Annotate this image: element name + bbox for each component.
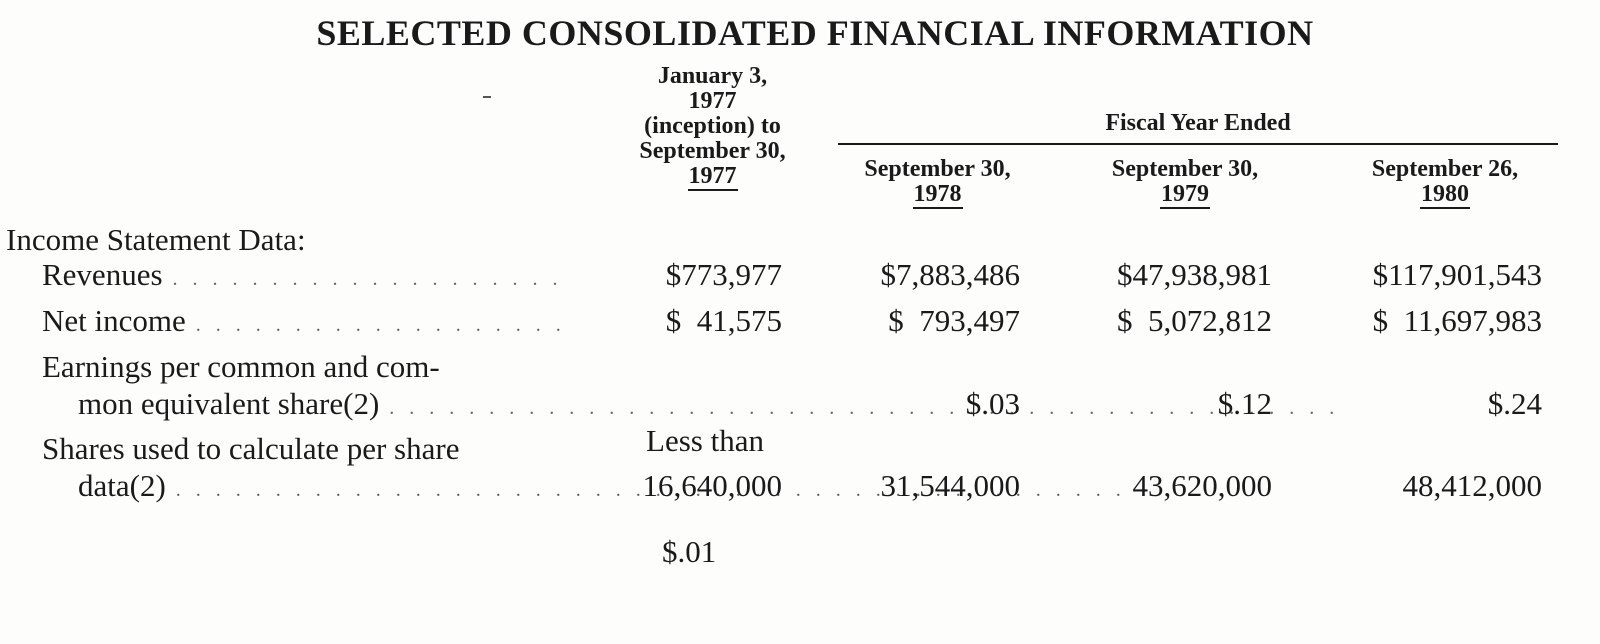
column-header-1980: [1340, 157, 1550, 209]
value-cell: $.24: [1487, 386, 1542, 421]
column-header-line: January 3,: [657, 63, 768, 89]
column-header-1979: [1080, 157, 1290, 209]
value-cell: $ 41,575: [665, 303, 782, 338]
row-label: Revenues . . .: [42, 256, 572, 298]
column-header-line: September 30,: [639, 138, 786, 164]
column-header-1977: [600, 64, 825, 191]
column-header-line: September 26,: [1371, 156, 1519, 182]
column-header-1978: [830, 157, 1045, 209]
row-label: Earnings per common and com- mon equivalent share(2). . .: [42, 348, 572, 427]
column-header-year: 1977: [688, 163, 737, 189]
value-cell: $47,938,981: [1117, 257, 1272, 292]
value-cell: 16,640,000: [642, 468, 782, 503]
value-cell: $.03: [965, 386, 1020, 421]
fiscal-year-group-header: Fiscal Year Ended: [838, 110, 1558, 145]
row-label: Net income . . .: [42, 302, 572, 344]
value-cell: 31,544,000: [880, 468, 1020, 503]
column-header-year: 1979: [1161, 181, 1209, 207]
value-cell: $7,883,486: [880, 257, 1020, 292]
value-cell: $ 11,697,983: [1372, 303, 1542, 338]
column-header-line: (inception) to: [644, 113, 781, 139]
value-cell: $.12: [1217, 386, 1272, 421]
value-cell: 43,620,000: [1132, 468, 1272, 503]
row-label: Shares used to calculate per share data(2). . .: [42, 430, 572, 509]
column-header-year: 1980: [1421, 181, 1469, 207]
column-header-line: 1977: [688, 88, 737, 114]
value-cell: 48,412,000: [1402, 468, 1542, 503]
value-cell: Less than $.01: [646, 423, 764, 569]
stray-mark: [483, 96, 491, 98]
document-title: SELECTED CONSOLIDATED FINANCIAL INFORMATION: [316, 13, 1314, 53]
column-header-year: 1978: [913, 181, 962, 207]
value-cell: $773,977: [665, 257, 782, 292]
column-header-line: September 30,: [1111, 156, 1259, 182]
value-cell: $ 793,497: [888, 303, 1020, 338]
value-cell: $117,901,543: [1372, 257, 1542, 292]
value-cell: $ 5,072,812: [1117, 303, 1272, 338]
section-label: Income Statement Data:: [6, 222, 306, 257]
column-header-line: September 30,: [864, 156, 1011, 182]
